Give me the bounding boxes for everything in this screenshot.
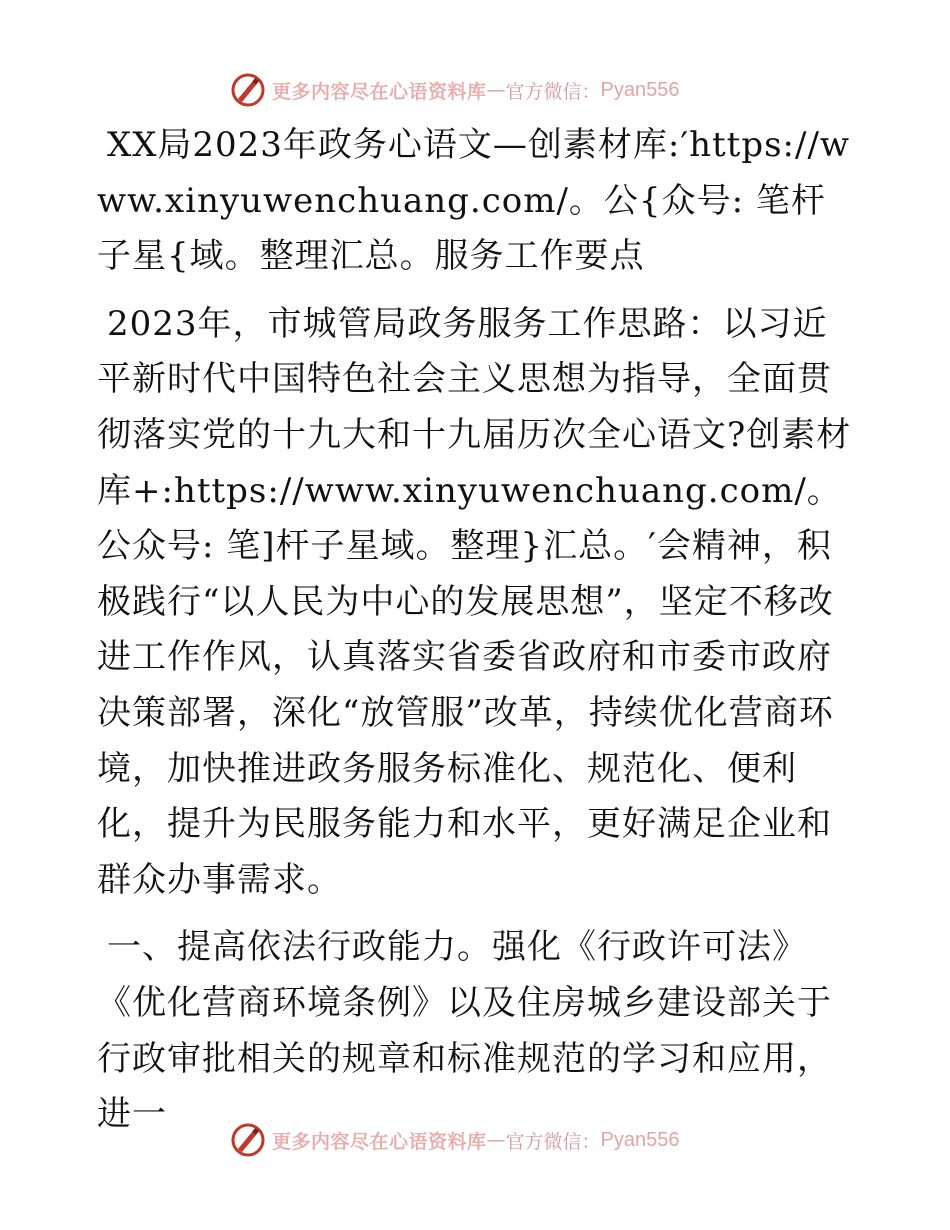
header-watermark-banner	[230, 70, 720, 110]
banner-wechat-id: Pyan556	[600, 78, 680, 101]
document-title-paragraph: XX局2023年政务心语文—创素材库:′https://www.xinyuwenchuang.com/。公{众号: 笔杆子星{域。整理汇总。服务工作要点	[97, 125, 851, 277]
banner-wechat-label: 官方微信：	[505, 1130, 601, 1153]
banner-slogan: 更多内容尽在心语资料库	[272, 1130, 487, 1153]
pen-logo-icon	[230, 1122, 266, 1158]
footer-watermark-banner	[230, 1120, 720, 1160]
banner-wechat-label: 官方微信：	[505, 80, 601, 103]
pen-logo-icon	[230, 72, 266, 108]
body-paragraph: 2023年，市城管局政务服务工作思路：以习近平新时代中国特色社会主义思想为指导，全面贯彻落实党的十九大和十九届历次全心语文?创素材库+:https://www.xinyuwenchuang.com/。公众号: 笔]杆子星域。整理}汇总。′会精神，积极践行“以人民为中心的发展思想”，坚定不移改进工作作风，认真落实省委省政府和市委市政府决策部署，深化“放管服”改革，持续优化营商环境，加快推进政务服务标准化、规范化、便利化，提升为民服务能力和水平，更好满足企业和群众办事需求。	[97, 303, 852, 900]
banner-separator: —	[486, 1129, 506, 1151]
document-body	[97, 118, 857, 1155]
body-paragraph: 一、提高依法行政能力。强化《行政许可法》《优化营商环境条例》以及住房城乡建设部关于行政审批相关的规章和标准规范的学习和应用，进一	[97, 927, 832, 1135]
banner-wechat-id: Pyan556	[600, 1128, 680, 1151]
banner-separator: —	[486, 79, 506, 101]
banner-slogan: 更多内容尽在心语资料库	[272, 80, 487, 103]
